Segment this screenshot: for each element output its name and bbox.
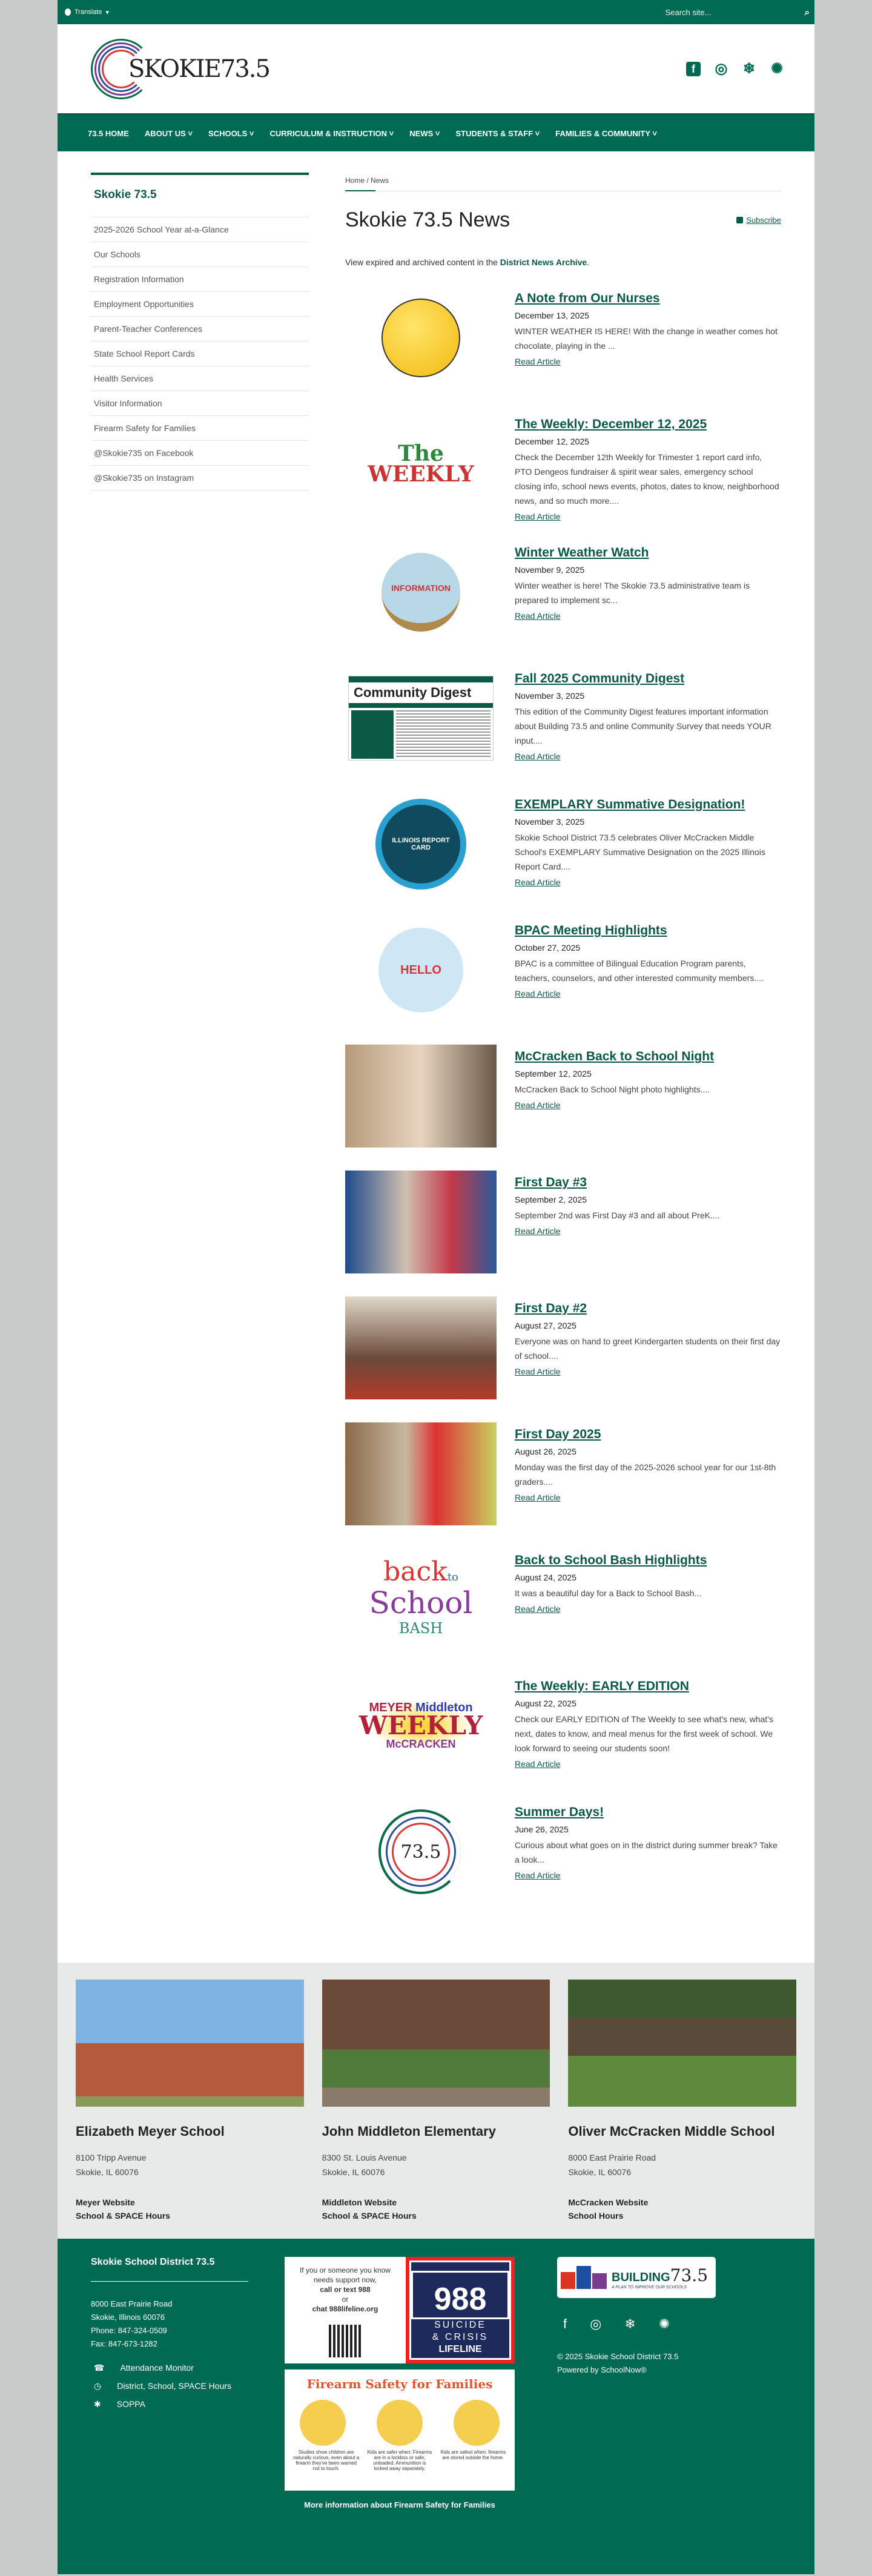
- news-thumbnail[interactable]: [345, 286, 497, 389]
- news-content: [345, 173, 781, 1926]
- news-title-link[interactable]: McCracken Back to School Night: [515, 1049, 715, 1063]
- news-excerpt: WINTER WEATHER IS HERE! With the change in weather comes hot chocolate, playing in the ...: [515, 326, 778, 351]
- read-article-link[interactable]: Read Article: [515, 1604, 561, 1614]
- snowflake-icon[interactable]: ❄: [624, 2316, 636, 2331]
- news-item: [345, 1674, 781, 1782]
- news-excerpt: Winter weather is here! The Skokie 73.5 administrative team is prepared to implement sc...: [515, 581, 750, 605]
- sidebar-item[interactable]: Health Services: [91, 366, 309, 391]
- read-article-link[interactable]: Read Article: [515, 1871, 561, 1880]
- subscribe-link[interactable]: Subscribe: [736, 216, 781, 225]
- news-date: June 26, 2025: [515, 1825, 569, 1834]
- sidebar-item[interactable]: Parent-Teacher Conferences: [91, 316, 309, 341]
- nav-home[interactable]: 73.5 HOME: [88, 128, 129, 138]
- school-hours-link[interactable]: School & SPACE Hours: [76, 2211, 171, 2221]
- news-thumbnail[interactable]: [345, 1045, 497, 1148]
- read-article-link[interactable]: Read Article: [515, 877, 561, 887]
- child-illustration: [300, 2400, 346, 2446]
- news-excerpt: Check our EARLY EDITION of The Weekly to see what's new, what's next, dates to know, and meal menus for the first week of school. We look forward to seeing our students soon!: [515, 1714, 773, 1753]
- site-logo[interactable]: SKOKIE73.5: [91, 39, 269, 99]
- site-header: [58, 24, 814, 113]
- read-article-link[interactable]: Read Article: [515, 611, 561, 621]
- news-thumbnail[interactable]: INFORMATION: [345, 541, 497, 644]
- news-date: August 22, 2025: [515, 1699, 576, 1708]
- qr-code: [329, 2325, 362, 2357]
- school-website-link[interactable]: McCracken Website: [568, 2198, 649, 2207]
- news-date: October 27, 2025: [515, 943, 581, 953]
- sidebar-item[interactable]: 2025-2026 School Year at-a-Glance: [91, 217, 309, 242]
- breadcrumb-current: News: [371, 176, 389, 185]
- news-item: [345, 919, 781, 1026]
- news-excerpt: BPAC is a committee of Bilingual Education Program parents, teachers, counselors, and other interested community members....: [515, 959, 764, 983]
- news-excerpt: Skokie School District 73.5 celebrates Oliver McCracken Middle School's EXEMPLARY Summative Designation on the 2025 Illinois Report Card....: [515, 833, 765, 871]
- news-list: [345, 286, 781, 1908]
- sidebar-item[interactable]: Our Schools: [91, 242, 309, 266]
- read-article-link[interactable]: Read Article: [515, 357, 561, 366]
- read-article-link[interactable]: Read Article: [515, 989, 561, 999]
- nav-curriculum[interactable]: CURRICULUM & INSTRUCTION ˅: [269, 128, 394, 138]
- news-item: [345, 1045, 781, 1152]
- read-article-link[interactable]: Read Article: [515, 1367, 561, 1376]
- news-date: November 9, 2025: [515, 565, 585, 575]
- firearm-safety-banner[interactable]: Firearm Safety for Families Studies show children are naturally curious, even about a firearm they've been warned not to touch. Kids are safer when: Firearms are in a lockbox or safe, unloaded. Ammunition is locked away separately. Kids are safest when: firearms are stored outside the home.: [285, 2370, 515, 2491]
- translate-button[interactable]: Translate ▾: [65, 8, 109, 16]
- read-article-link[interactable]: Read Article: [515, 512, 561, 521]
- nav-news[interactable]: NEWS ˅: [409, 128, 440, 138]
- powered-by: Powered by SchoolNow®: [557, 2365, 647, 2374]
- news-date: November 3, 2025: [515, 691, 585, 701]
- news-excerpt: Everyone was on hand to greet Kindergarten students on their first day of school....: [515, 1336, 781, 1361]
- phone-icon: ☎: [94, 2363, 105, 2373]
- news-thumbnail[interactable]: Community Digest: [345, 667, 497, 770]
- snowflake-icon[interactable]: ❄: [742, 60, 756, 77]
- school-card: Oliver McCracken Middle School 8000 East Prairie Road Skokie, IL 60076 McCracken Website School Hours: [568, 1980, 796, 2221]
- news-item: [345, 1296, 781, 1404]
- building-735-logo[interactable]: BUILDING73.5 A PLAN TO IMPROVE OUR SCHOOLS: [557, 2257, 716, 2298]
- instagram-icon[interactable]: ◎: [715, 60, 728, 77]
- top-bar: [58, 0, 814, 24]
- facebook-icon[interactable]: f: [686, 62, 701, 76]
- news-item: [345, 1800, 781, 1908]
- school-photo: [322, 1980, 550, 2107]
- news-title-link[interactable]: The Weekly: December 12, 2025: [515, 417, 707, 431]
- sidebar-item[interactable]: @Skokie735 on Instagram: [91, 465, 309, 490]
- news-excerpt: Check the December 12th Weekly for Trimester 1 report card info, PTO Dengeos fundraiser & spirit wear sales, emergency school closing info, school news events, photos, dates to know, neighborhood news, and so much more....: [515, 452, 779, 506]
- news-title-link[interactable]: First Day #3: [515, 1175, 587, 1189]
- news-thumbnail[interactable]: backto School BASH: [369, 1556, 473, 1637]
- news-thumbnail[interactable]: 73.5: [345, 1800, 497, 1903]
- news-item: [345, 793, 781, 900]
- footer-link-soppa[interactable]: ✱ SOPPA: [94, 2399, 145, 2409]
- footer-link-attendance[interactable]: ☎ Attendance Monitor: [94, 2363, 194, 2373]
- sidebar-item[interactable]: Employment Opportunities: [91, 291, 309, 316]
- footer-district-name: Skokie School District 73.5: [91, 2257, 248, 2282]
- sidebar-item[interactable]: @Skokie735 on Facebook: [91, 440, 309, 465]
- main-nav: [58, 113, 814, 151]
- sun-icon[interactable]: ✺: [770, 60, 784, 77]
- news-date: December 13, 2025: [515, 311, 589, 320]
- school-website-link[interactable]: Middleton Website: [322, 2198, 397, 2207]
- news-item: [345, 1548, 781, 1656]
- instagram-icon[interactable]: ◎: [590, 2316, 602, 2331]
- news-item: [345, 667, 781, 774]
- sidebar-item[interactable]: Visitor Information: [91, 391, 309, 415]
- news-item: [345, 1422, 781, 1530]
- news-title-link[interactable]: Summer Days!: [515, 1805, 604, 1819]
- news-item: [345, 286, 781, 394]
- nav-families-community[interactable]: FAMILIES & COMMUNITY ˅: [555, 128, 657, 138]
- news-date: August 26, 2025: [515, 1447, 576, 1456]
- nav-students-staff[interactable]: STUDENTS & STAFF ˅: [455, 128, 540, 138]
- news-item: [345, 541, 781, 649]
- rss-icon: [736, 217, 743, 223]
- archive-link[interactable]: District News Archive: [500, 257, 587, 267]
- search-input[interactable]: [666, 8, 738, 17]
- sidebar-item[interactable]: State School Report Cards: [91, 341, 309, 366]
- sidebar-item[interactable]: Registration Information: [91, 266, 309, 291]
- house-illustration: [454, 2400, 500, 2446]
- sidebar-item[interactable]: Firearm Safety for Families: [91, 415, 309, 440]
- news-date: September 12, 2025: [515, 1069, 592, 1078]
- breadcrumb-home[interactable]: Home: [345, 176, 365, 185]
- news-thumbnail[interactable]: [345, 1171, 497, 1273]
- news-item: [345, 412, 781, 523]
- school-hours-link[interactable]: School & SPACE Hours: [322, 2211, 417, 2221]
- nav-schools[interactable]: SCHOOLS ˅: [208, 128, 254, 138]
- school-hours-link[interactable]: School Hours: [568, 2211, 624, 2221]
- archive-note: View expired and archived content in the District News Archive.: [345, 257, 590, 267]
- rings-logo-icon: [91, 39, 151, 99]
- news-item: [345, 1171, 781, 1278]
- school-website-link[interactable]: Meyer Website: [76, 2198, 135, 2207]
- news-excerpt: McCracken Back to School Night photo highlights....: [515, 1085, 710, 1094]
- news-thumbnail[interactable]: ILLINOIS REPORT CARD: [345, 793, 497, 896]
- breadcrumb: Home / News: [345, 173, 781, 191]
- news-title-link[interactable]: Back to School Bash Highlights: [515, 1553, 707, 1567]
- schools-section: [58, 1963, 814, 2239]
- footer: Skokie School District 73.5 8000 East Prairie Road Skokie, Illinois 60076 Phone: 847-324-0509 Fax: 847-673-1282 ☎ Attendance Monitor ◷ District, School, SPACE Hours ✱ SOPPA If you or someone you know needs support now, call or text 988 or chat 988lifeline.org 988 SUICIDE & CRISIS LIFELINE Firearm Safety for Families Studies show children are naturally curious, even about a firearm they've been warned not to touch. Kids are safer when: Firearms are in a lockbox or safe, unloaded. Ammunition is locked away separately. Kids are safest when: firearms are stored outside the home. More information about Firearm Safety for Families BUILDING73.5 A PLAN TO IMPROVE OUR SCHOOLS f ◎ ❄ ✺ © 2025 Skokie School District 73.5 Powered by SchoolNow®: [58, 2239, 814, 2574]
- asterisk-icon: ✱: [94, 2399, 101, 2409]
- news-title-link[interactable]: First Day #2: [515, 1301, 587, 1315]
- news-excerpt: Monday was the first day of the 2025-2026 school year for our 1st-8th graders....: [515, 1462, 776, 1487]
- nav-about-us[interactable]: ABOUT US ˅: [144, 128, 193, 138]
- school-photo: [76, 1980, 304, 2107]
- news-excerpt: September 2nd was First Day #3 and all about PreK....: [515, 1210, 720, 1220]
- caret-down-icon: ▾: [105, 8, 109, 16]
- news-date: September 2, 2025: [515, 1195, 587, 1204]
- news-excerpt: Curious about what goes on in the district during summer break? Take a look...: [515, 1840, 778, 1864]
- news-title-link[interactable]: A Note from Our Nurses: [515, 291, 660, 305]
- footer-link-hours[interactable]: ◷ District, School, SPACE Hours: [94, 2381, 232, 2391]
- school-card: John Middleton Elementary 8300 St. Louis Avenue Skokie, IL 60076 Middleton Website School & SPACE Hours: [322, 1980, 550, 2221]
- lifeline-banner[interactable]: If you or someone you know needs support now, call or text 988 or chat 988lifeline.org 988 SUICIDE & CRISIS LIFELINE: [285, 2257, 515, 2363]
- news-title-link[interactable]: BPAC Meeting Highlights: [515, 923, 667, 937]
- facebook-icon[interactable]: f: [563, 2316, 567, 2331]
- search-icon[interactable]: ⌕: [804, 7, 810, 18]
- news-date: August 27, 2025: [515, 1321, 576, 1330]
- news-title-link[interactable]: EXEMPLARY Summative Designation!: [515, 798, 745, 811]
- news-title-link[interactable]: First Day 2025: [515, 1427, 601, 1441]
- school-card: Elizabeth Meyer School 8100 Tripp Avenue Skokie, IL 60076 Meyer Website School & SPACE Hours: [76, 1980, 304, 2221]
- sidebar-title: Skokie 73.5: [94, 188, 157, 201]
- globe-icon: [65, 8, 71, 16]
- news-date: August 24, 2025: [515, 1573, 576, 1582]
- school-photo: [568, 1980, 796, 2107]
- news-thumbnail[interactable]: [345, 1296, 497, 1399]
- lockbox-illustration: [377, 2400, 423, 2446]
- copyright: © 2025 Skokie School District 73.5: [557, 2352, 679, 2361]
- sun-icon[interactable]: ✺: [658, 2316, 670, 2331]
- read-article-link[interactable]: Read Article: [515, 1226, 561, 1236]
- news-excerpt: This edition of the Community Digest features important information about Building 73.5 and online Community Survey that needs YOUR input....: [515, 707, 771, 745]
- sidebar: [91, 173, 309, 1926]
- news-title-link[interactable]: Fall 2025 Community Digest: [515, 672, 685, 685]
- read-article-link[interactable]: Read Article: [515, 1759, 561, 1769]
- read-article-link[interactable]: Read Article: [515, 751, 561, 761]
- news-title-link[interactable]: The Weekly: EARLY EDITION: [515, 1679, 689, 1693]
- news-title-link[interactable]: Winter Weather Watch: [515, 546, 649, 560]
- read-article-link[interactable]: Read Article: [515, 1493, 561, 1502]
- firearm-info-link[interactable]: More information about Firearm Safety for Families: [304, 2500, 495, 2509]
- news-date: November 3, 2025: [515, 817, 585, 827]
- news-thumbnail[interactable]: [345, 1422, 497, 1525]
- read-article-link[interactable]: Read Article: [515, 1100, 561, 1110]
- news-date: December 12, 2025: [515, 437, 589, 446]
- news-thumbnail[interactable]: MEYER Middleton WEEKLY McCRACKEN: [345, 1674, 497, 1777]
- news-thumbnail[interactable]: HELLO: [345, 919, 497, 1022]
- news-thumbnail[interactable]: The WEEKLY: [368, 441, 474, 487]
- news-excerpt: It was a beautiful day for a Back to School Bash...: [515, 1588, 702, 1598]
- page-title: Skokie 73.5 News: [345, 208, 510, 231]
- clock-icon: ◷: [94, 2381, 102, 2391]
